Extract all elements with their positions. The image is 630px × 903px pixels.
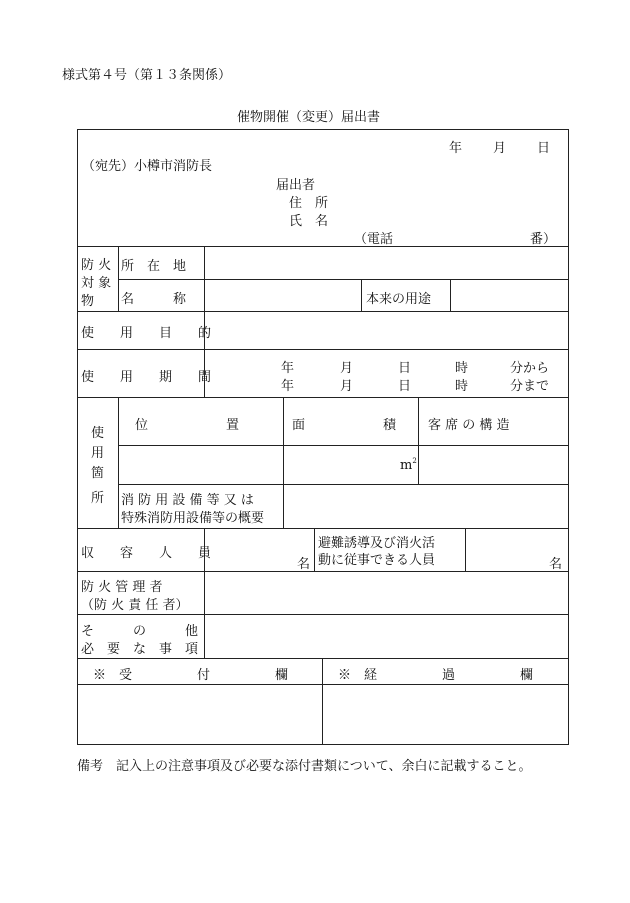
to-day: 日 <box>398 379 412 394</box>
from-month: 月 <box>340 361 354 376</box>
divider <box>450 279 451 311</box>
purpose-label: 使 用 目 的 <box>81 326 212 341</box>
divider <box>77 571 568 572</box>
divider <box>77 528 568 529</box>
capacity-label: 収 容 人 員 <box>81 546 212 561</box>
divider <box>77 397 568 398</box>
position-label: 位 置 <box>135 418 240 433</box>
name-label: 名 称 <box>121 292 187 307</box>
from-day: 日 <box>398 361 412 376</box>
notifier-address-label: 住 所 <box>289 196 329 211</box>
fire-object-label-2: 対 象 <box>81 276 112 291</box>
to-month: 月 <box>340 379 354 394</box>
area-unit: $m^2$ <box>400 457 417 473</box>
fire-manager-label-2: （防 火 責 任 者） <box>81 598 189 613</box>
equipment-label-1: 消 防 用 設 備 等 又 は <box>121 493 254 508</box>
seating-label: 客 席 の 構 造 <box>428 418 510 433</box>
date-day: 日 <box>537 141 551 156</box>
fire-manager-label-1: 防 火 管 理 者 <box>81 580 163 595</box>
other-label-1: そ の 他 <box>81 624 199 639</box>
evac-unit: 名 <box>549 557 563 572</box>
place-label-2: 用 <box>91 446 105 461</box>
fire-object-label-1: 防 火 <box>81 258 112 273</box>
divider <box>77 246 568 247</box>
from-minute: 分から <box>510 361 550 376</box>
equipment-label-2: 特殊消防用設備等の概要 <box>121 511 265 526</box>
period-label: 使 用 期 間 <box>81 370 212 385</box>
divider <box>77 614 568 615</box>
capacity-unit: 名 <box>297 557 311 572</box>
divider <box>465 528 466 571</box>
divider <box>118 445 568 446</box>
place-label-1: 使 <box>91 426 105 441</box>
to-minute: 分まで <box>510 379 550 394</box>
divider <box>118 484 568 485</box>
divider <box>118 246 119 311</box>
form-number: 様式第４号（第１３条関係） <box>62 68 232 83</box>
fire-object-label-3: 物 <box>81 294 95 309</box>
date-year: 年 <box>449 141 463 156</box>
divider <box>314 528 315 571</box>
phone-open: （電話 <box>354 232 394 247</box>
form-title: 催物開催（変更）届出書 <box>237 110 381 125</box>
to-year: 年 <box>281 379 295 394</box>
phone-close: 番） <box>530 232 557 247</box>
divider <box>118 397 119 528</box>
divider <box>283 397 284 528</box>
reception-label: ※ 受 付 欄 <box>93 668 289 683</box>
area-label: 面 積 <box>292 418 397 433</box>
evac-label-2: 動に従事できる人員 <box>318 553 436 568</box>
place-label-3: 箇 <box>91 466 105 481</box>
notifier-name-label: 氏 名 <box>289 214 329 229</box>
divider <box>118 279 568 280</box>
divider <box>361 279 362 311</box>
notifier-label: 届出者 <box>276 178 316 193</box>
divider <box>77 349 568 350</box>
from-year: 年 <box>281 361 295 376</box>
from-hour: 時 <box>455 361 469 376</box>
date-month: 月 <box>493 141 507 156</box>
addressee: （宛先）小樽市消防長 <box>82 159 213 174</box>
to-hour: 時 <box>455 379 469 394</box>
divider <box>418 397 419 484</box>
place-label-4: 所 <box>91 491 105 506</box>
other-label-2: 必 要 な 事 項 <box>81 642 199 657</box>
divider <box>322 658 323 744</box>
original-use-label: 本来の用途 <box>366 292 432 307</box>
note: 備考 記入上の注意事項及び必要な添付書類について、余白に記載すること。 <box>77 759 532 774</box>
divider <box>77 311 568 312</box>
evac-label-1: 避難誘導及び消火活 <box>318 536 436 551</box>
progress-label: ※ 経 過 欄 <box>338 668 534 683</box>
location-label: 所 在 地 <box>121 259 187 274</box>
